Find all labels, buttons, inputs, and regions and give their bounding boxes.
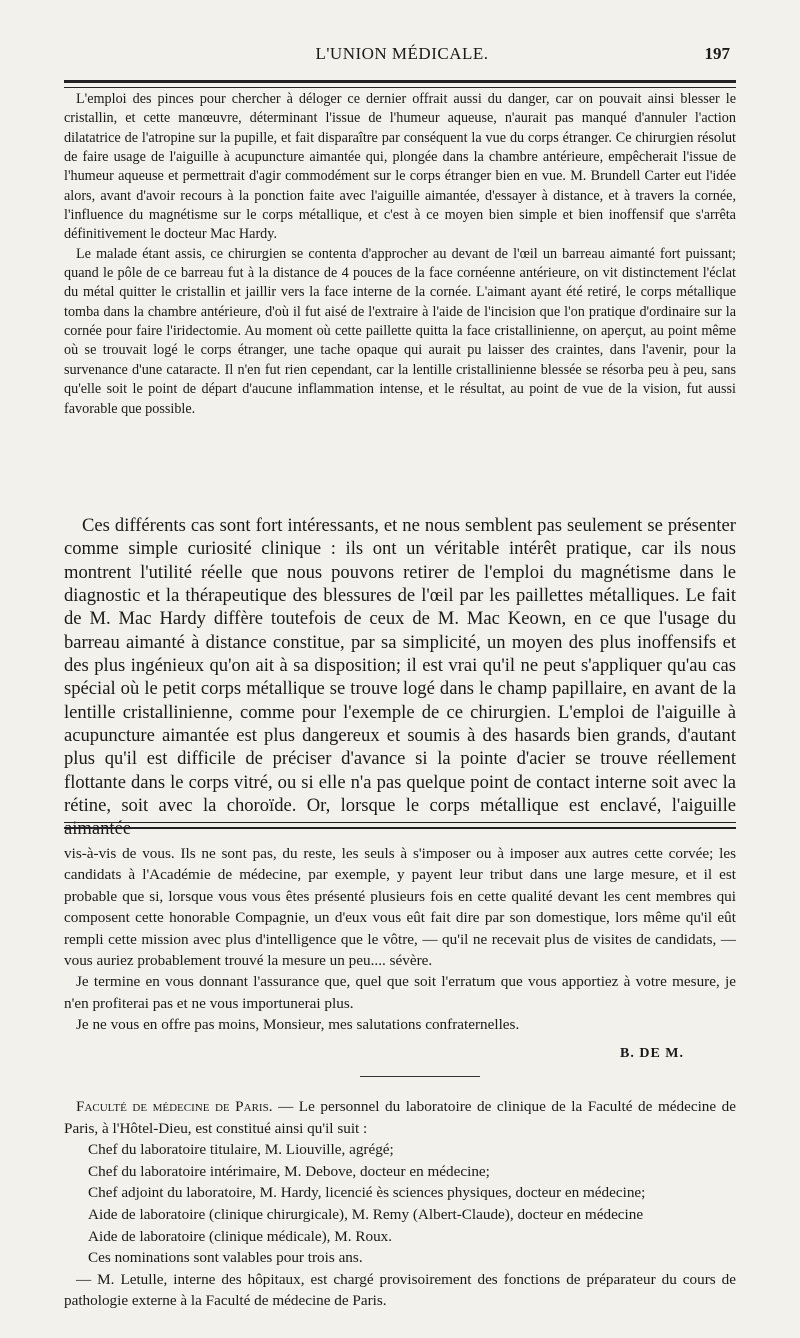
letulle-notice: — M. Letulle, interne des hôpitaux, est chargé provisoirement des fonctions de préparateur du cours de pathologie externe à la Faculté de médecine de Paris. — [64, 1270, 736, 1310]
faculty-intro — [64, 1096, 736, 1139]
faculty-announcement — [64, 1096, 736, 1312]
case-report-continuation — [64, 90, 736, 419]
letter-paragraph-3: Je ne vous en offre pas moins, Monsieur, mes salutations confraternelles. — [76, 1016, 520, 1034]
faculty-heading: Faculté de médecine de Paris. — [76, 1098, 273, 1115]
paragraph-magnet: Le malade étant assis, ce chirurgien se contenta d'approcher au devant de l'œil un barreau aimanté fort puissant; quand le pôle de ce barreau fut à la distance de 4 pouces de la face cornéenne antérieure, on vit distinctement l'éclat du métal quitter le cristallin et jaillir vers la face interne de la cornée. L'aimant ayant été retiré, le corps métallique tomba dans la chambre antérieure, d'où il fut aisé de l'extraire à l'aide de l'incision que l'on pratique d'ordinaire sur la cornée pour faire l'iridectomie. Au moment où cette paillette quitta la face cristallinienne, on aperçut, au point même où se trouvait logé le corps étranger, une tache opaque qui aurait pu laisser des craintes, dans l'avenir, pour la survenance d'une cataracte. Il n'en fut rien cependant, car la lentille cristallinienne blessée se résorba peu à peu, sans qu'elle soit le point de départ d'aucune inflammation intense, et le résultat, au point de vue de la vision, fut aussi favorable que possible. — [64, 245, 736, 417]
staff-item: Chef adjoint du laboratoire, M. Hardy, licencié ès sciences physiques, docteur en médecine; — [88, 1184, 646, 1202]
faculty-intro-text: — Le personnel du laboratoire de clinique de la Faculté de médecine de Paris, à l'Hôtel-Dieu, est constitué ainsi qu'il suit : — [64, 1098, 737, 1137]
page-header — [74, 44, 730, 70]
staff-item: Aide de laboratoire (clinique médicale), M. Roux. — [88, 1227, 393, 1245]
feuilleton-letter — [64, 843, 736, 1036]
journal-title: L'UNION MÉDICALE. — [315, 44, 489, 63]
section-divider — [360, 1076, 480, 1077]
signature: B. DE M. — [620, 1046, 684, 1061]
letter-paragraph-1: vis-à-vis de vous. Ils ne sont pas, du reste, les seuls à s'imposer ou à imposer aux autres cette corvée; les candidats à l'Académie de médecine, par exemple, y payent leur tribut dans une large mesure, et il est probable que si, lorsque vous vous êtes présenté plusieurs fois en cette qualité devant les cent membres qui composent cette honorable Compagnie, un d'eux vous eût fait dire par son domestique, lors même qu'il eût rempli cette mission avec plus d'intelligence que le vôtre, — qu'il ne recevait plus de visites de candidats, — vous auriez probablement trouvé la mesure un peu.... sévère. — [64, 845, 736, 970]
staff-item: Chef du laboratoire titulaire, M. Liouville, agrégé; — [88, 1141, 394, 1159]
header-rule — [64, 80, 736, 88]
faculty-validity: Ces nominations sont valables pour trois ans. — [88, 1249, 363, 1267]
commentary — [64, 514, 736, 841]
page-number: 197 — [704, 44, 730, 63]
staff-item: Chef du laboratoire intérimaire, M. Debove, docteur en médecine; — [88, 1162, 490, 1180]
staff-item: Aide de laboratoire (clinique chirurgicale), M. Remy (Albert-Claude), docteur en médecine — [88, 1205, 644, 1223]
feuilleton-rule — [64, 822, 736, 829]
paragraph-commentary: Ces différents cas sont fort intéressants, et ne nous semblent pas seulement se présenter comme simple curiosité clinique : ils ont un véritable intérêt pratique, car ils nous montrent l'utilité réelle que nous pouvons retirer de l'emploi du magnétisme dans le diagnostic et la thérapeutique des blessures de l'œil par les paillettes métalliques. Le fait de M. Mac Hardy diffère toutefois de ceux de M. Mac Keown, en ce que l'usage du barreau aimanté à distance constitue, par sa simplicité, un moyen des plus inoffensifs et des plus ingénieux qu'on ait à sa disposition; il est vrai qu'il ne peut s'appliquer qu'au cas spécial où le petit corps métallique se trouve logé dans le champ papillaire, en avant de la lentille cristallinienne, comme pour l'exemple de ce chirurgien. L'emploi de l'aiguille à acupuncture aimantée est plus dangereux et soumis à des hasards bien grands, d'autant plus qu'il est difficile de préciser d'avance si la pointe d'acier se trouve réellement flottante dans le corps vitré, ou si elle n'a pas quelque point de contact interne soit avec la rétine, soit avec la choroïde. Or, lorsque le corps métallique est enclavé, l'aiguille aimantée — [64, 515, 736, 840]
letter-paragraph-2: Je termine en vous donnant l'assurance que, quel que soit l'erratum que vous apportiez à votre mesure, je n'en profiterai pas et ne vous importunerai plus. — [64, 973, 736, 1012]
paragraph-pinces: L'emploi des pinces pour chercher à déloger ce dernier offrait aussi du danger, car on pouvait ainsi blesser le cristallin, et cette manœuvre, déterminant l'issue de l'humeur aqueuse, n'aurait pas manqué d'annuler l'action dilatatrice de l'atropine sur la pupille, et fait disparaître par conséquent la vue du corps étranger. Ce chirurgien résolut de faire usage de l'aiguille à acupuncture aimantée qui, plongée dans la chambre antérieure, empêcherait l'issue de l'humeur aqueuse et permettrait d'agir commodément sur le corps étranger bien en vue. M. Brundell Carter eut l'idée alors, avant d'avoir recours à la ponction faite avec l'aiguille aimantée, d'essayer à distance, et à travers la cornée, l'influence du magnétisme sur le corps métallique, et c'est à ce moyen bien simple et bien inoffensif que s'arrêta définitivement le docteur Mac Hardy. — [64, 91, 736, 243]
